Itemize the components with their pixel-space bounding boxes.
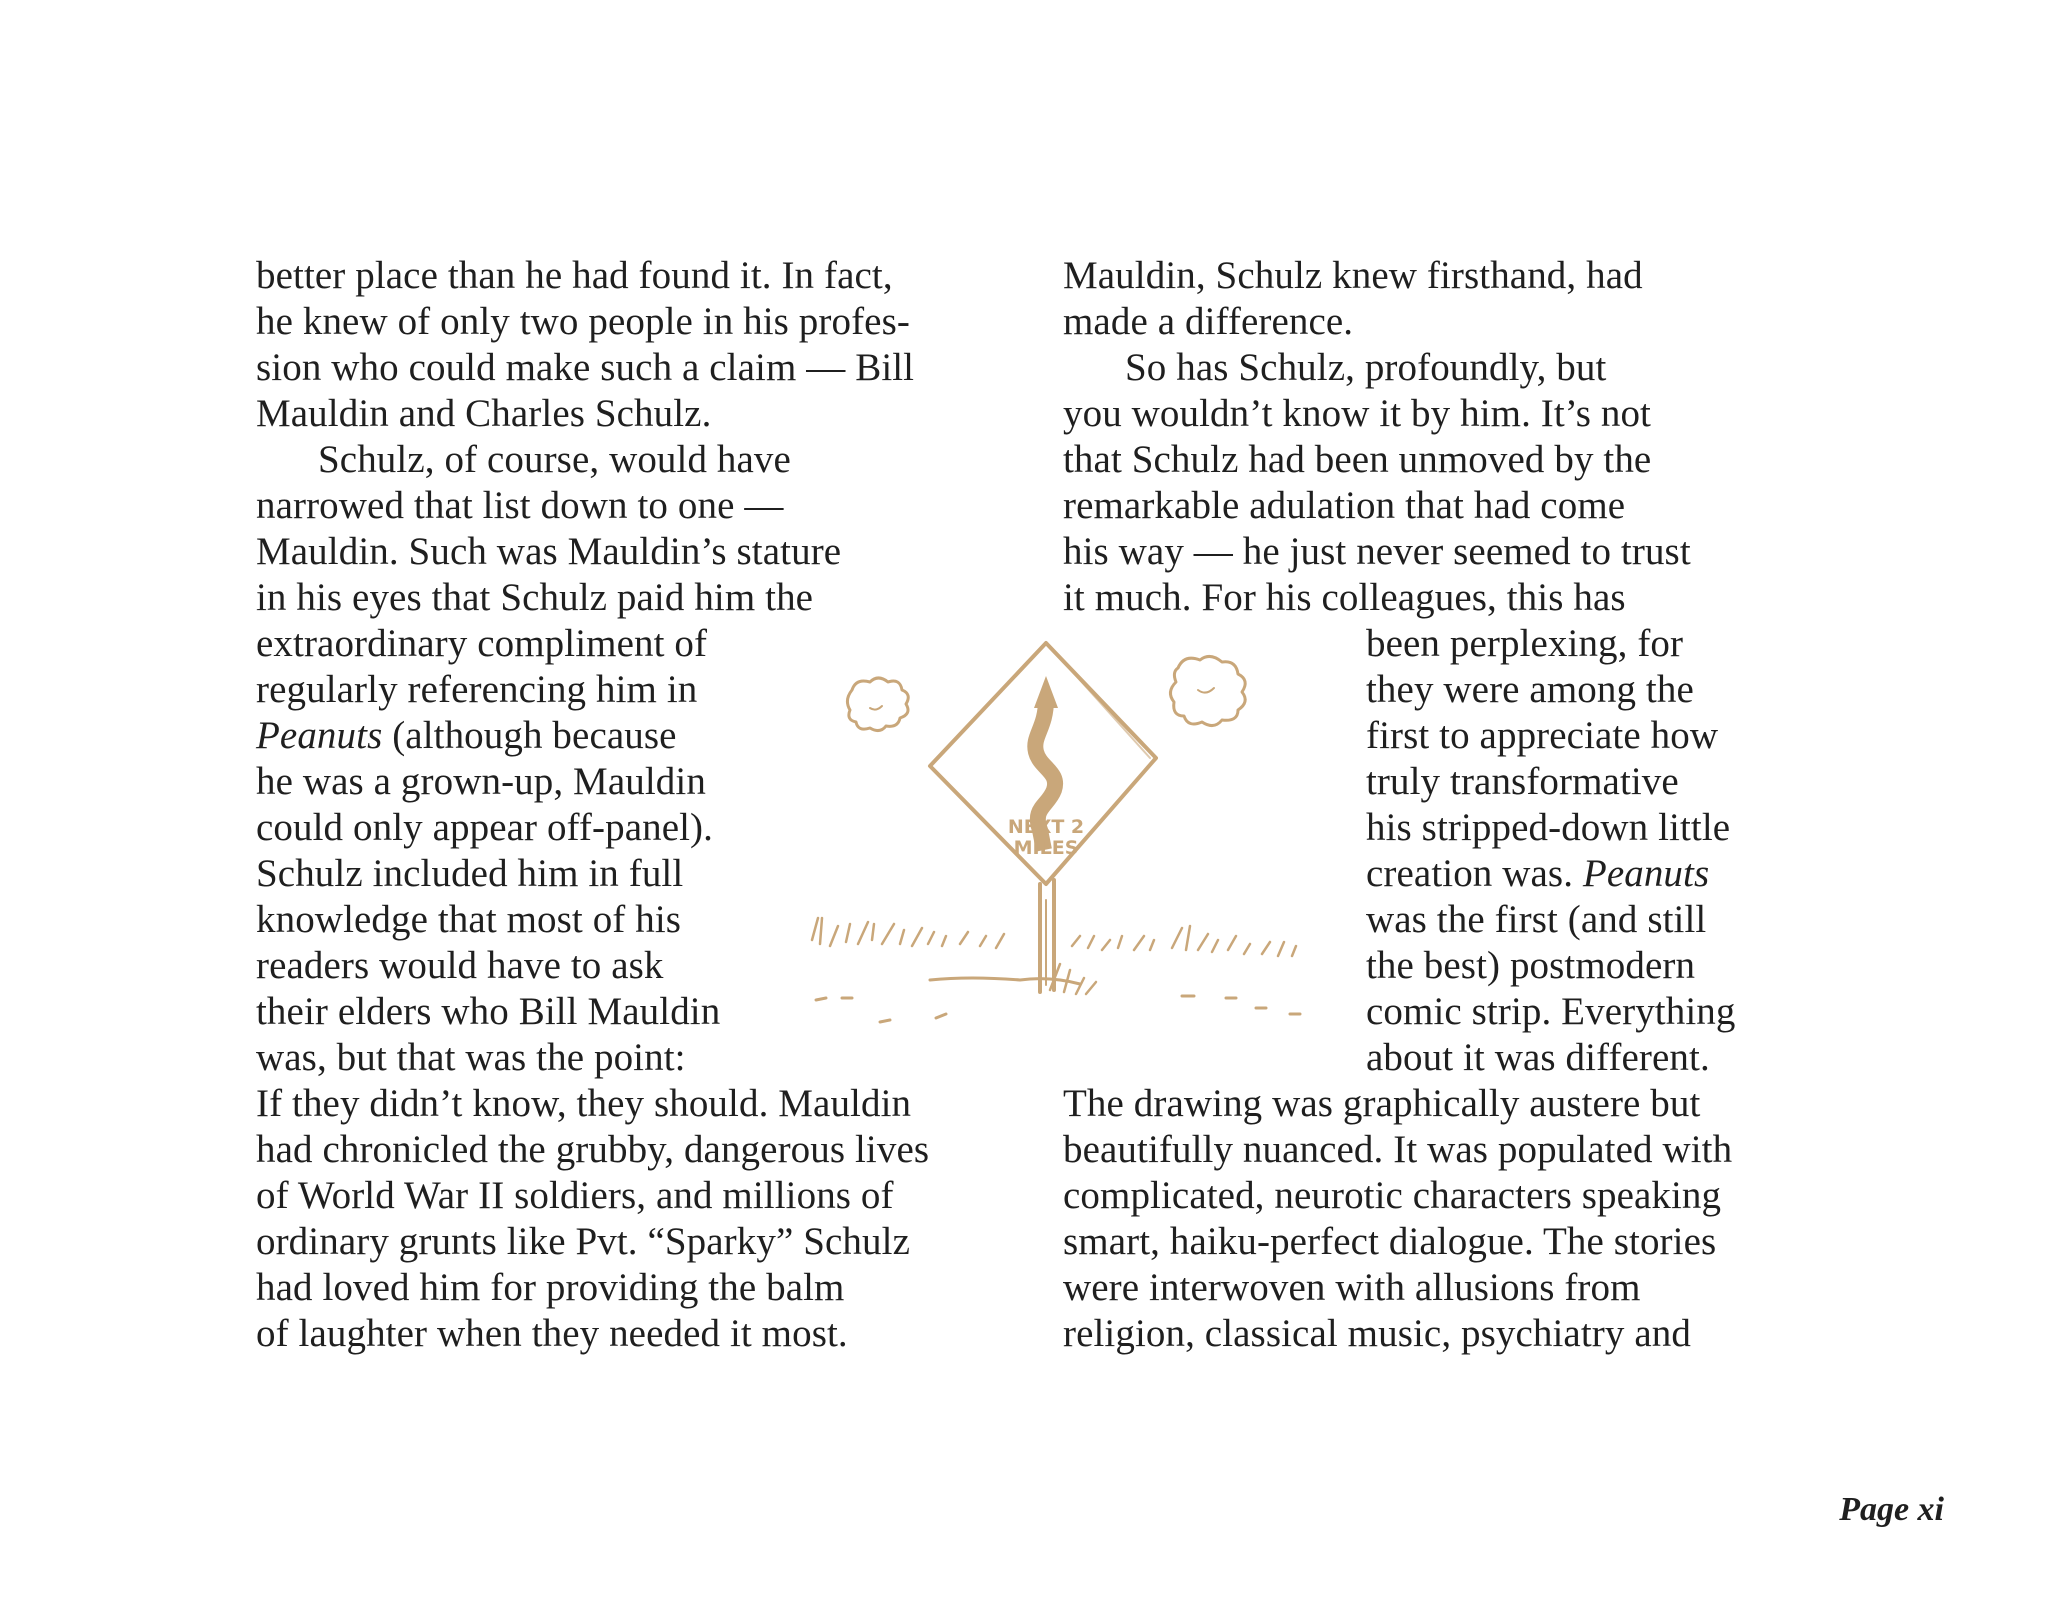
text-line: had chronicled the grubby, dangerous lives xyxy=(256,1128,930,1171)
text-line xyxy=(256,713,677,759)
text-line: of World War II soldiers, and millions of xyxy=(256,1174,894,1217)
text-line: knowledge that most of his xyxy=(256,898,682,941)
text-line: his stripped-down little xyxy=(1366,806,1731,849)
text-line: The drawing was graphically austere but xyxy=(1063,1082,1701,1125)
ground-marks xyxy=(816,996,1300,1022)
text-line: sion who could make such a claim — Bill xyxy=(256,346,915,389)
italic-title: Peanuts xyxy=(1582,852,1710,895)
text-line: of laughter when they needed it most. xyxy=(256,1312,848,1355)
text-segment: (although because xyxy=(382,714,677,757)
text-line xyxy=(1366,851,1709,897)
text-line: their elders who Bill Mauldin xyxy=(256,990,721,1033)
text-line: that Schulz had been unmoved by the xyxy=(1063,438,1652,481)
text-line: about it was different. xyxy=(1366,1036,1710,1079)
text-line: he was a grown-up, Mauldin xyxy=(256,760,706,803)
text-line: readers would have to ask xyxy=(256,944,664,987)
text-line: made a difference. xyxy=(1063,300,1354,343)
text-line: remarkable adulation that had come xyxy=(1063,484,1626,527)
text-line: complicated, neurotic characters speaking xyxy=(1063,1174,1722,1217)
text-line: were interwoven with allusions from xyxy=(1063,1266,1641,1309)
text-line: Mauldin. Such was Mauldin’s stature xyxy=(256,530,842,573)
text-line: ordinary grunts like Pvt. “Sparky” Schulz xyxy=(256,1220,910,1263)
text-segment: creation was. xyxy=(1366,852,1583,895)
text-line: it much. For his colleagues, this has xyxy=(1063,576,1626,619)
text-line: you wouldn’t know it by him. It’s not xyxy=(1063,392,1651,435)
text-line: smart, haiku-perfect dialogue. The stories xyxy=(1063,1220,1717,1263)
text-line: truly transformative xyxy=(1366,760,1679,803)
text-line: they were among the xyxy=(1366,668,1694,711)
cloud-left-icon xyxy=(847,678,908,731)
text-line: If they didn’t know, they should. Mauldin xyxy=(256,1082,912,1125)
winding-road-sign-icon xyxy=(790,630,1330,1050)
text-line: his way — he just never seemed to trust xyxy=(1063,530,1691,573)
text-line: in his eyes that Schulz paid him the xyxy=(256,576,814,619)
text-line: Mauldin, Schulz knew firsthand, had xyxy=(1063,254,1643,297)
text-line: he knew of only two people in his profes- xyxy=(256,300,910,343)
italic-title: Peanuts xyxy=(256,714,383,757)
text-line: could only appear off-panel). xyxy=(256,806,713,849)
text-line: extraordinary compliment of xyxy=(256,622,708,665)
text-line: was, but that was the point: xyxy=(256,1036,686,1079)
text-line: been perplexing, for xyxy=(1366,622,1684,665)
text-line: So has Schulz, profoundly, but xyxy=(1125,346,1607,389)
text-line: Schulz included him in full xyxy=(256,852,684,895)
text-line: Mauldin and Charles Schulz. xyxy=(256,392,712,435)
sign-text-line-1: NEXT 2 xyxy=(1007,816,1085,838)
page-number: Page xi xyxy=(1839,1491,1944,1528)
text-line: better place than he had found it. In fact, xyxy=(256,254,893,297)
text-line: regularly referencing him in xyxy=(256,668,698,711)
text-line: first to appreciate how xyxy=(1366,714,1719,757)
text-line: the best) postmodern xyxy=(1366,944,1696,987)
text-line: had loved him for providing the balm xyxy=(256,1266,845,1309)
grass xyxy=(812,918,1004,948)
cloud-right-icon xyxy=(1170,656,1245,725)
text-line: religion, classical music, psychiatry and xyxy=(1063,1312,1691,1355)
text-line: Schulz, of course, would have xyxy=(318,438,791,481)
text-line: beautifully nuanced. It was populated with xyxy=(1063,1128,1733,1171)
text-line: narrowed that list down to one — xyxy=(256,484,784,527)
sign-text-line-2: MILES xyxy=(1013,837,1079,859)
text-line: comic strip. Everything xyxy=(1366,990,1736,1033)
text-line: was the first (and still xyxy=(1366,898,1707,941)
